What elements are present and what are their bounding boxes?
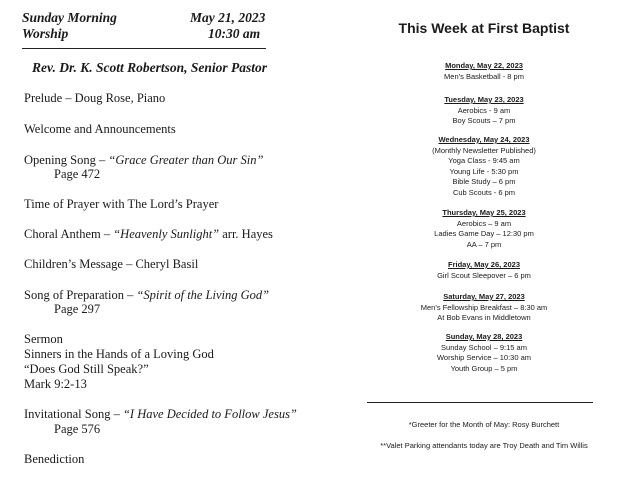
day-date: Saturday, May 27, 2023 — [443, 292, 525, 301]
day-tuesday — [345, 95, 623, 127]
greeter-note: *Greeter for the Month of May: Rosy Burchett — [408, 420, 560, 429]
welcome: Welcome and Announcements — [24, 122, 176, 136]
event: Cub Scouts - 6 pm — [452, 187, 516, 197]
day-saturday — [345, 292, 623, 324]
day-sunday — [345, 332, 623, 374]
invitational-title: “I Have Decided to Follow Jesus” — [122, 407, 297, 421]
event: AA – 7 pm — [466, 239, 502, 249]
event: Men’s Fellowship Breakfast – 8:30 am — [420, 302, 548, 312]
sermon-heading: Sermon — [24, 332, 63, 346]
preparation-page: Page 297 — [54, 302, 101, 316]
prayer: Time of Prayer with The Lord’s Prayer — [24, 197, 219, 211]
event: Girl Scout Sleepover – 6 pm — [437, 270, 531, 280]
invitational-label: Invitational Song – — [24, 407, 123, 421]
event: (Monthly Newsletter Published) — [432, 145, 536, 155]
event: Ladies Game Day – 12:30 pm — [434, 229, 534, 238]
day-date: Sunday, May 28, 2023 — [445, 332, 523, 341]
event: At Bob Evans in Middletown — [437, 313, 531, 322]
day-monday — [345, 61, 623, 82]
event: Aerobics – 9 am — [456, 218, 512, 228]
pastor-name: Rev. Dr. K. Scott Robertson, Senior Pastor — [32, 60, 268, 75]
event: Yoga Class - 9:45 am — [448, 156, 520, 165]
invitational-song — [24, 406, 297, 422]
day-thursday — [345, 208, 623, 250]
service-name-line1: Sunday Morning — [22, 10, 117, 25]
prelude: Prelude – Doug Rose, Piano — [24, 91, 166, 105]
day-date: Wednesday, May 24, 2023 — [438, 135, 530, 144]
sermon-scripture: Mark 9:2-13 — [24, 377, 87, 391]
schedule-divider — [367, 402, 593, 403]
preparation-label: Song of Preparation – — [24, 288, 137, 302]
event: Aerobics - 9 am — [457, 105, 511, 115]
invitational-page: Page 576 — [54, 422, 101, 436]
day-date: Thursday, May 25, 2023 — [442, 208, 526, 217]
weekly-schedule-panel — [345, 0, 623, 481]
day-date: Tuesday, May 23, 2023 — [444, 95, 524, 104]
sermon-title: “Does God Still Speak?” — [24, 362, 149, 376]
order-of-worship-panel — [0, 0, 310, 481]
event: Worship Service – 10:30 am — [436, 353, 532, 362]
service-name-line2: Worship — [22, 26, 69, 41]
choral-anthem — [24, 226, 273, 242]
event: Boy Scouts – 7 pm — [452, 116, 516, 125]
choral-anthem-label: Choral Anthem – — [24, 227, 114, 241]
event: Young Life - 5:30 pm — [449, 166, 519, 176]
day-wednesday — [345, 135, 623, 198]
day-date: Monday, May 22, 2023 — [445, 61, 523, 70]
choral-anthem-title: “Heavenly Sunlight” — [113, 227, 220, 241]
benediction: Benediction — [24, 452, 85, 466]
preparation-title: “Spirit of the Living God” — [136, 288, 270, 302]
opening-song-label: Opening Song – — [24, 153, 109, 167]
event: Sunday School – 9:15 am — [441, 342, 527, 352]
day-date: Friday, May 26, 2023 — [448, 260, 520, 269]
sermon-series: Sinners in the Hands of a Loving God — [24, 347, 214, 361]
day-friday — [345, 260, 623, 281]
choral-anthem-arranger: arr. Hayes — [219, 227, 273, 241]
valet-note: **Valet Parking attendants today are Troy Death and Tim Willis — [380, 441, 588, 450]
service-date: May 21, 2023 — [190, 10, 266, 25]
event: Bible Study – 6 pm — [452, 177, 516, 186]
service-time: 10:30 am — [208, 26, 261, 41]
childrens-message: Children’s Message – Cheryl Basil — [24, 257, 199, 271]
opening-song-title: “Grace Greater than Our Sin” — [108, 153, 264, 167]
opening-song-page: Page 472 — [54, 167, 101, 181]
header-divider — [22, 48, 266, 49]
event: Men’s Basketball - 8 pm — [444, 71, 524, 81]
schedule-title: This Week at First Baptist — [398, 20, 570, 36]
event: Youth Group – 5 pm — [450, 363, 518, 373]
